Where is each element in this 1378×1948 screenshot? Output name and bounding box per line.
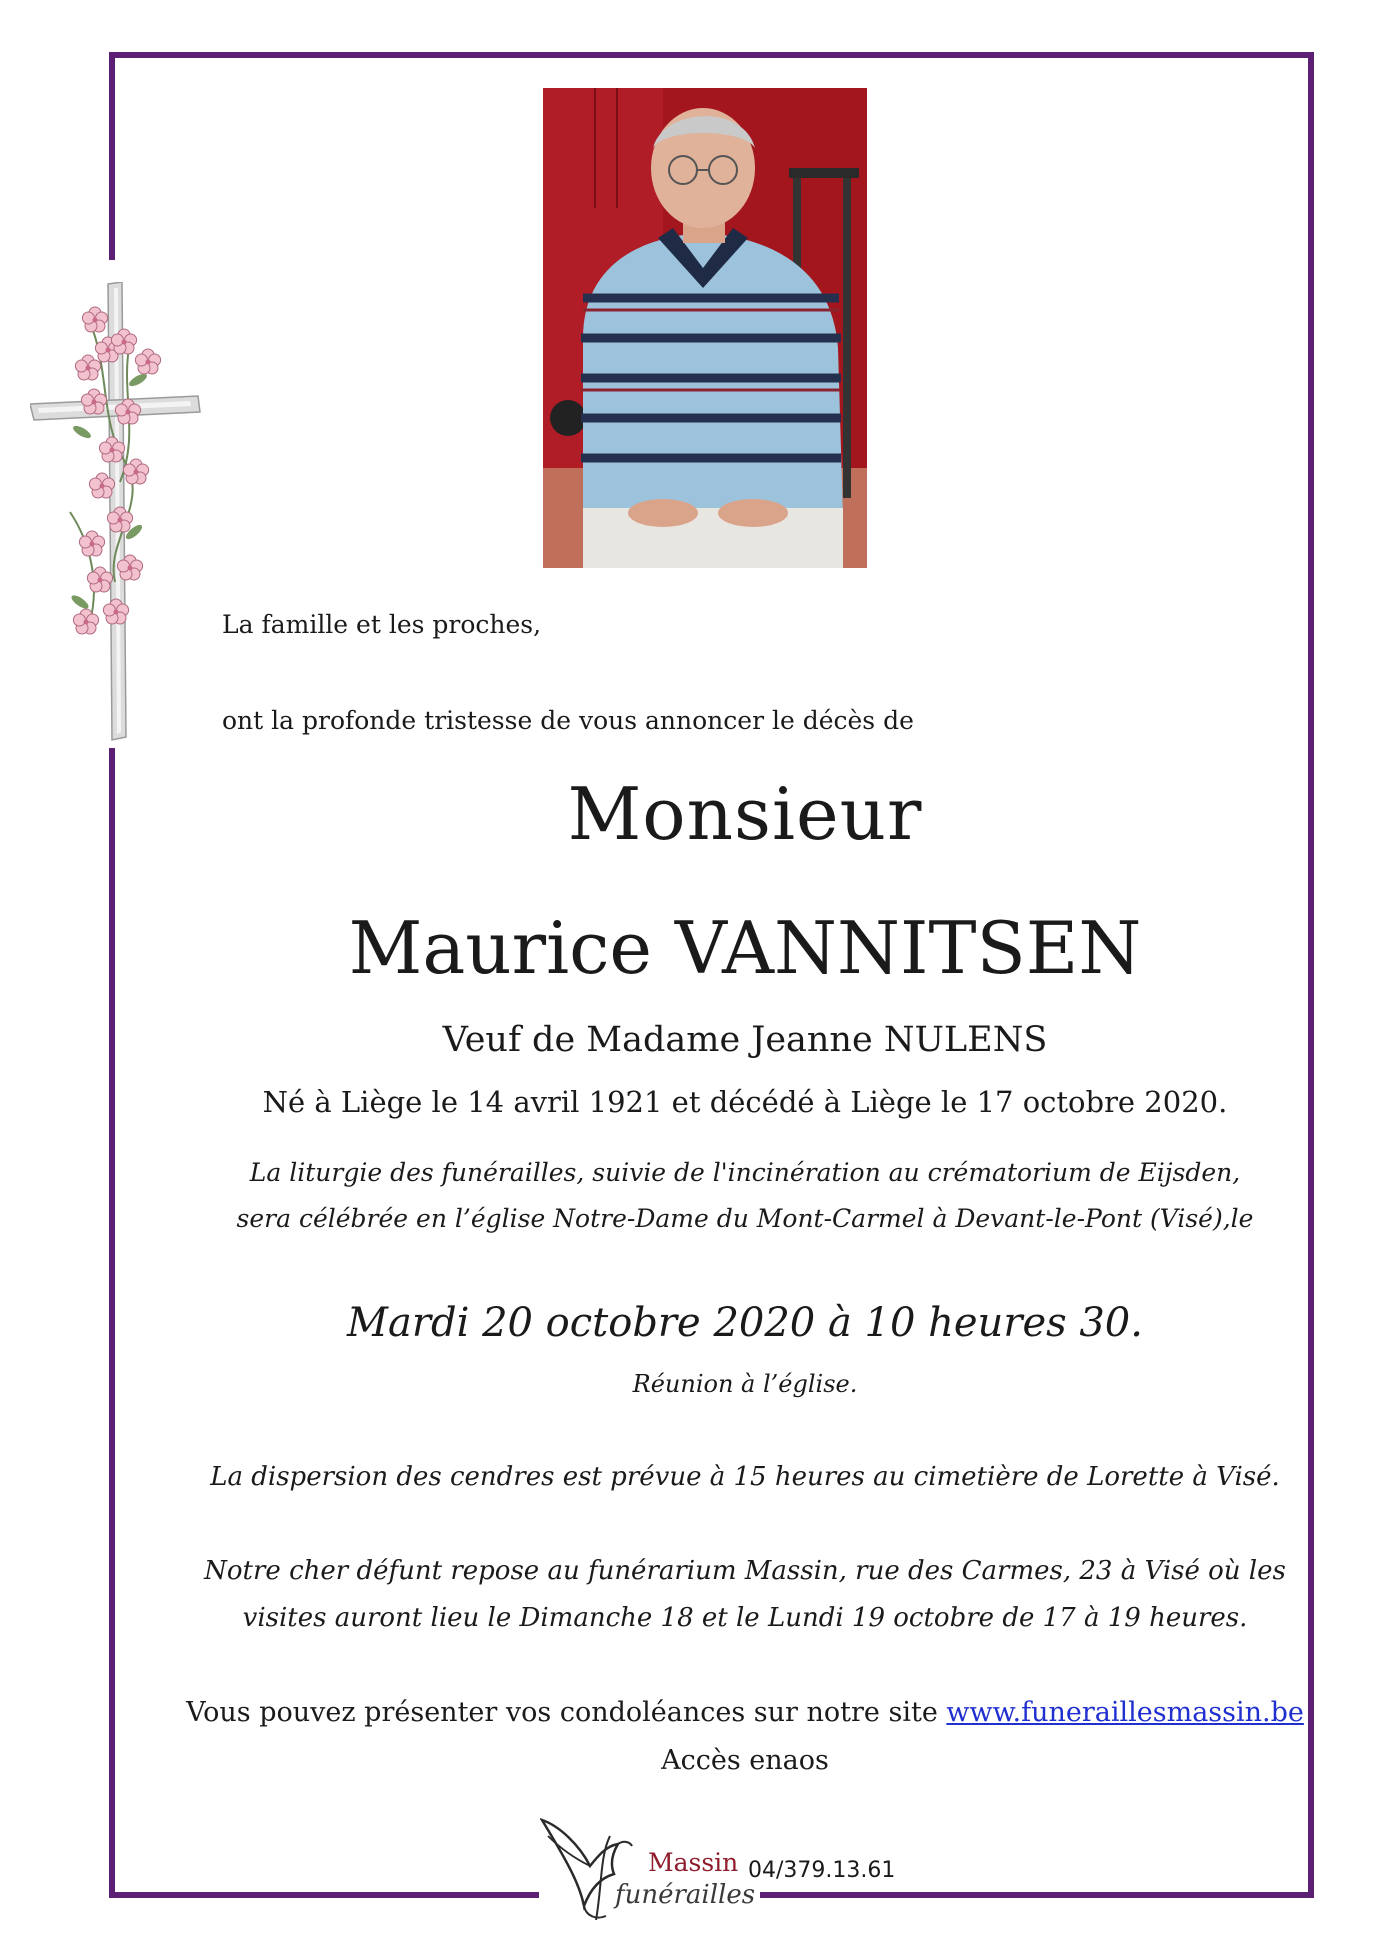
- liturgy-line-2: sera célébrée en l’église Notre-Dame du Mont-Carmel à Devant-le-Pont (Visé),le: [236, 1204, 1254, 1233]
- spouse-line: Veuf de Madame Jeanne NULENS: [442, 1020, 1048, 1060]
- intro-sadness: ont la profonde tristesse de vous annoncer le décès de: [222, 706, 914, 735]
- logo-name: Massin: [648, 1848, 739, 1877]
- ashes-dispersion: La dispersion des cendres est prévue à 15 heures au cimetière de Lorette à Visé.: [210, 1462, 1280, 1492]
- frame-left-upper: [109, 52, 115, 260]
- condolences-text: Vous pouvez présenter vos condoléances sur notre site: [186, 1697, 947, 1728]
- logo-subtitle: funérailles: [615, 1880, 756, 1910]
- deceased-title: Monsieur: [567, 772, 923, 856]
- liturgy-line-1: La liturgie des funérailles, suivie de l'incinération au crématorium de Eijsden,: [249, 1158, 1241, 1187]
- frame-top: [109, 52, 1314, 58]
- repose-line-1: Notre cher défunt repose au funérarium Massin, rue des Carmes, 23 à Visé où les: [204, 1556, 1286, 1586]
- frame-left-lower: [109, 748, 115, 1898]
- flowered-cross-icon: [30, 282, 202, 742]
- access-note: Accès enaos: [661, 1745, 829, 1776]
- condolences-line: [160, 1697, 1330, 1728]
- phone-number: 04/379.13.61: [748, 1858, 896, 1883]
- intro-family: La famille et les proches,: [222, 610, 542, 639]
- birth-death-line: Né à Liège le 14 avril 1921 et décédé à Liège le 17 octobre 2020.: [262, 1085, 1228, 1119]
- meeting-note: Réunion à l’église.: [632, 1370, 858, 1398]
- ceremony-date: Mardi 20 octobre 2020 à 10 heures 30.: [347, 1300, 1143, 1346]
- repose-line-2: visites auront lieu le Dimanche 18 et le Lundi 19 octobre de 17 à 19 heures.: [242, 1603, 1248, 1633]
- condolences-link[interactable]: www.funeraillesmassin.be: [946, 1697, 1304, 1728]
- frame-bottom-right: [760, 1892, 1314, 1898]
- deceased-name: Maurice VANNITSEN: [348, 906, 1142, 990]
- portrait-photo: [543, 88, 867, 568]
- frame-bottom-left: [109, 1892, 539, 1898]
